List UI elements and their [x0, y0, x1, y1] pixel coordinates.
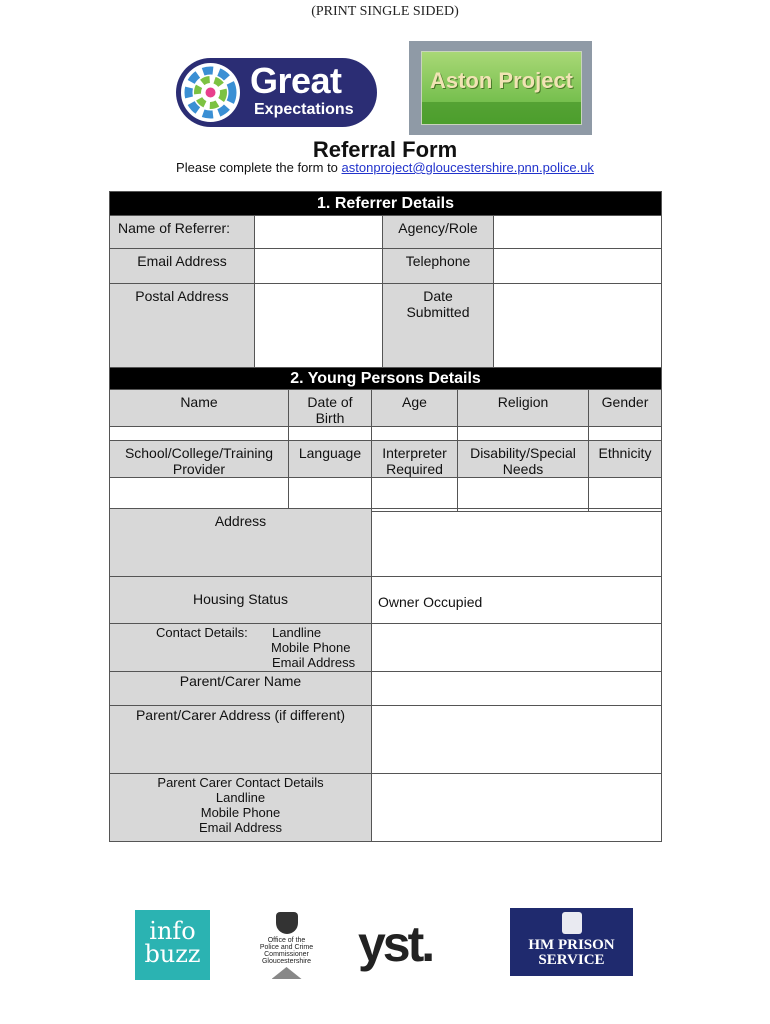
parent-carer-name-field[interactable]	[372, 672, 662, 706]
disability-label	[458, 441, 589, 478]
interpreter-line2: Required	[386, 461, 443, 477]
name-of-referrer-label: Name of Referrer:	[110, 216, 255, 249]
contact-landline-text: Landline	[272, 625, 322, 640]
infobuzz-line2: buzz	[144, 940, 201, 968]
language-field[interactable]	[289, 478, 372, 512]
parent-contact-title: Parent Carer Contact Details	[157, 775, 324, 790]
age-label: Age	[372, 390, 458, 427]
great-expectations-logo	[176, 58, 377, 127]
date-submitted-label	[383, 284, 494, 368]
name-of-referrer-field[interactable]	[255, 216, 383, 249]
dob-line2: Birth	[315, 410, 345, 426]
page-title: Referral Form	[312, 137, 458, 162]
opcc-line1: Office of the	[267, 937, 306, 944]
name-label: Name	[110, 390, 289, 427]
form-instruction	[0, 160, 770, 175]
opcc-line3: Commissioner	[264, 951, 309, 958]
disability-line1: Disability/Special	[470, 445, 576, 461]
contact-email-text: Email Address	[272, 655, 356, 670]
young-persons-table-mid	[109, 440, 662, 512]
telephone-label: Telephone	[383, 249, 494, 284]
parent-email-text: Email Address	[198, 820, 283, 835]
dob-line1: Date of	[307, 394, 353, 410]
hmps-line2: SERVICE	[538, 952, 605, 968]
aston-project-logo	[409, 41, 592, 135]
section1-header: 1. Referrer Details	[110, 192, 662, 216]
instruction-text: Please complete the form to	[176, 160, 338, 175]
address-label: Address	[110, 509, 372, 577]
school-line1: School/College/Training	[124, 445, 274, 461]
postal-address-label: Postal Address	[110, 284, 255, 368]
disability-line2: Needs	[502, 461, 544, 477]
postal-address-field[interactable]	[255, 284, 383, 368]
parent-contact-details-label	[110, 774, 372, 842]
police-star-icon	[272, 967, 302, 979]
ge-title: Great	[250, 60, 342, 101]
address-field[interactable]	[372, 509, 662, 577]
interpreter-field[interactable]	[372, 478, 458, 512]
yst-logo: yst.	[358, 916, 433, 972]
ethnicity-field[interactable]	[589, 478, 662, 512]
hands-circle-icon	[181, 63, 240, 122]
email-link[interactable]: astonproject@gloucestershire.pnn.police.uk	[341, 160, 594, 175]
contact-details-field[interactable]	[372, 624, 662, 672]
infobuzz-logo	[135, 910, 210, 980]
referrer-details-table	[109, 191, 662, 368]
ethnicity-label: Ethnicity	[589, 441, 662, 478]
agency-role-field[interactable]	[494, 216, 662, 249]
email-address-field[interactable]	[255, 249, 383, 284]
hmps-line1: HM PRISON	[528, 937, 615, 953]
young-persons-table-bottom	[109, 508, 662, 842]
section2-header: 2. Young Persons Details	[110, 368, 662, 390]
agency-role-label: Agency/Role	[383, 216, 494, 249]
religion-label: Religion	[458, 390, 589, 427]
infobuzz-line1: info	[149, 917, 196, 945]
date-submitted-field[interactable]	[494, 284, 662, 368]
parent-carer-address-label: Parent/Carer Address (if different)	[110, 706, 372, 774]
parent-mobile-text: Mobile Phone	[200, 805, 281, 820]
interpreter-label	[372, 441, 458, 478]
telephone-field[interactable]	[494, 249, 662, 284]
contact-mobile-text: Mobile Phone	[271, 640, 351, 655]
housing-status-label: Housing Status	[110, 577, 372, 624]
print-note: (PRINT SINGLE SIDED)	[311, 4, 459, 19]
dob-label	[289, 390, 372, 427]
aston-project-text: Aston Project	[429, 68, 574, 93]
language-label: Language	[289, 441, 372, 478]
opcc-line4: Gloucestershire	[261, 958, 312, 965]
school-label	[110, 441, 289, 478]
school-field[interactable]	[110, 478, 289, 512]
hm-prison-service-logo	[510, 908, 633, 976]
ge-subtitle: Expectations	[254, 101, 354, 118]
young-persons-table-top	[109, 367, 662, 444]
parent-contact-details-field[interactable]	[372, 774, 662, 842]
parent-landline-text: Landline	[215, 790, 266, 805]
interpreter-line1: Interpreter	[382, 445, 447, 461]
parent-carer-name-label: Parent/Carer Name	[110, 672, 372, 706]
date-submitted-line1: Date	[423, 288, 453, 304]
housing-status-field[interactable]: Owner Occupied	[372, 577, 662, 624]
opcc-logo	[254, 912, 319, 979]
crown-icon	[562, 912, 582, 934]
disability-field[interactable]	[458, 478, 589, 512]
contact-details-label	[110, 624, 372, 672]
contact-details-text: Contact Details:	[156, 625, 248, 640]
opcc-line2: Police and Crime	[259, 944, 314, 951]
email-address-label: Email Address	[110, 249, 255, 284]
date-submitted-line2: Submitted	[406, 304, 470, 320]
school-line2: Provider	[172, 461, 226, 477]
parent-carer-address-field[interactable]	[372, 706, 662, 774]
gender-label: Gender	[589, 390, 662, 427]
crown-crest-icon	[276, 912, 298, 934]
